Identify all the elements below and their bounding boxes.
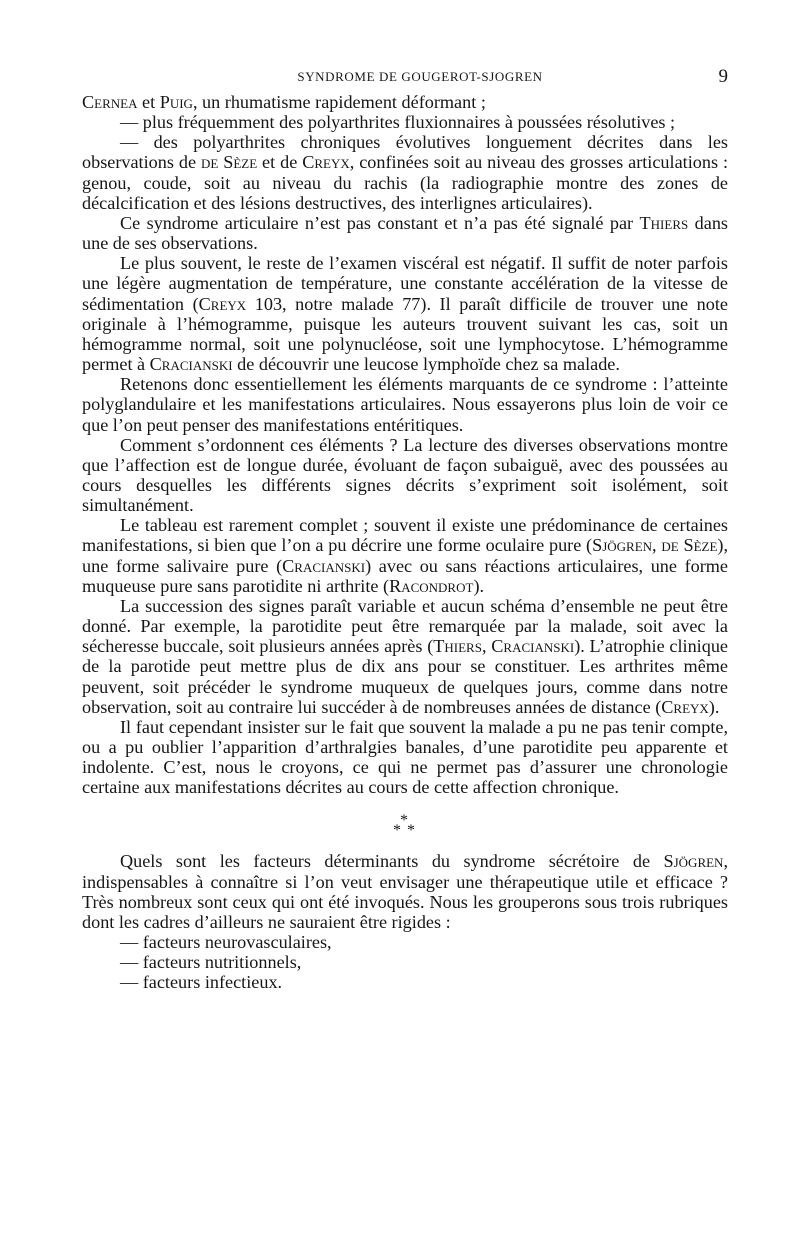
author-name: Creyx: [198, 293, 247, 314]
author-name: Cracianski: [282, 555, 366, 576]
running-head: [82, 62, 728, 92]
page: [82, 62, 728, 993]
text-run: ) avec ou sans réactions articulaires, une forme muqueuse pure sans parotidite ni arthrite (: [82, 555, 729, 596]
text-run: Le tableau est rarement complet ; souvent il existe une prédominance de certaines manifestations, si bien que l’on a pu décrire une forme oculaire pure (: [82, 515, 728, 556]
author-name: Creyx: [302, 152, 350, 173]
paragraph: [82, 717, 728, 798]
text-run: , confinées soit au niveau des grosses articulations : genou, coude, soit au niveau du rachis (la radiographie montre des zones de décalcification et des lésions destructives, des interlignes articulaires).: [82, 152, 728, 213]
author-name: Thiers, Cracianski: [433, 636, 575, 657]
asterism-star: *: [400, 812, 408, 830]
list-item: — facteurs infectieux.: [120, 972, 283, 993]
closing-paragraph: [82, 851, 728, 932]
author-name: de Sèze: [200, 152, 258, 173]
asterism-star: *: [407, 822, 415, 840]
paragraph: [82, 112, 728, 132]
text-run: Quels sont les facteurs déterminants du syndrome sécrétoire de: [120, 851, 664, 872]
text-run: La succession des signes paraît variable et aucun schéma d’ensemble ne peut être donné. Par exemple, la parotidite peut être remarquée par la malade, soit avec la sécheresse buccale, soit plusieurs années après (: [82, 595, 728, 657]
list-item: — facteurs nutritionnels,: [120, 952, 302, 973]
paragraph: [82, 515, 728, 596]
text-run: — des polyarthrites chroniques évolutives longuement décrites dans les observations de: [82, 132, 728, 173]
text-run: — plus fréquemment des polyarthrites fluxionnaires à poussées résolutives ;: [120, 112, 676, 133]
text-run: ).: [708, 696, 720, 717]
text-run: 103, notre malade 77). Il paraît difficile de trouver une note originale à l’hémogramme, puisque les auteurs trouvent suivant les cas, soit un hémogramme normal, soit une polynucléose, soit une lymphocytose. L’hémogramme permet à: [82, 293, 728, 375]
paragraph: [82, 596, 728, 717]
asterism: [82, 801, 728, 851]
paragraph: [82, 374, 728, 434]
text-run: ), une forme salivaire pure (: [82, 535, 729, 576]
asterism-star: *: [393, 822, 401, 840]
factor-list: [82, 932, 728, 992]
author-name: Cracianski: [149, 354, 233, 375]
text-run: Le plus souvent, le reste de l’examen viscéral est négatif. Il suffit de noter parfois une légère augmentation de température, une constante accélération de la vitesse de sédimentation (: [82, 253, 728, 314]
text-run: dans une de ses observations.: [82, 212, 728, 254]
text-run: ).: [473, 575, 485, 596]
author-name: Sjögren: [663, 851, 724, 872]
text-run: de découvrir une leucose lymphoïde chez sa malade.: [232, 354, 620, 375]
text-run: et de: [257, 152, 303, 173]
author-name: Thiers: [639, 212, 689, 233]
list-item: — facteurs neurovasculaires,: [120, 932, 332, 953]
text-run: Ce syndrome articulaire n’est pas constant et n’a pas été signalé par: [120, 212, 640, 233]
paragraph: [82, 92, 728, 112]
text-run: Retenons donc essentiellement les éléments marquants de ce syndrome : l’atteinte polyglandulaire et les manifestations articulaires. Nous essayerons plus loin de voir ce que l’on peut penser des manifestations entéritiques.: [82, 374, 728, 435]
paragraph: [82, 253, 728, 374]
paragraph: [82, 132, 728, 213]
running-title: SYNDROME DE GOUGEROT-SJOGREN: [297, 69, 543, 84]
author-name: Creyx: [661, 696, 709, 717]
text-run: et: [137, 92, 160, 112]
text-run: Comment s’ordonnent ces éléments ? La lecture des diverses observations montre que l’affection est de longue durée, évoluant de façon subaiguë, avec des poussées au cours desquelles les différents signes décrits s’expriment soit isolément, soit simultanément.: [82, 434, 728, 516]
text-run: Il faut cependant insister sur le fait que souvent la malade a pu ne pas tenir compte, ou a pu oublier l’apparition d’arthralgies banales, d’une parotidite peu apparente et indolente. C’est, nous le croyons, ce qui ne permet pas d’assurer une chronologie certaine aux manifestations décrites au cours de cette affection chronique.: [82, 716, 728, 798]
page-number: 9: [718, 66, 728, 87]
author-name: Sjögren, de Sèze: [592, 535, 718, 556]
author-name: Racondrot: [389, 575, 474, 596]
body-text: [82, 92, 728, 993]
author-name: Cernea: [82, 92, 138, 112]
text-run: , un rhumatisme rapidement déformant ;: [192, 92, 486, 112]
text-run: , indispensables à connaître si l’on veut envisager une thérapeutique utile et efficace ? Très nombreux sont ceux qui ont été invoqués. Nous les grouperons sous trois rubriques dont les cadres d’ailleurs ne sauraient être rigides :: [82, 851, 728, 932]
author-name: Puig: [159, 92, 193, 112]
paragraph: [82, 435, 728, 516]
text-run: ). L’atrophie clinique de la parotide peut mettre plus de dix ans pour se constituer. Les arthrites même peuvent, soit précéder le syndrome muqueux de quelques jours, comme dans notre observation, soit au contraire lui succéder à de nombreuses années de distance (: [82, 636, 728, 717]
paragraph: [82, 213, 728, 253]
